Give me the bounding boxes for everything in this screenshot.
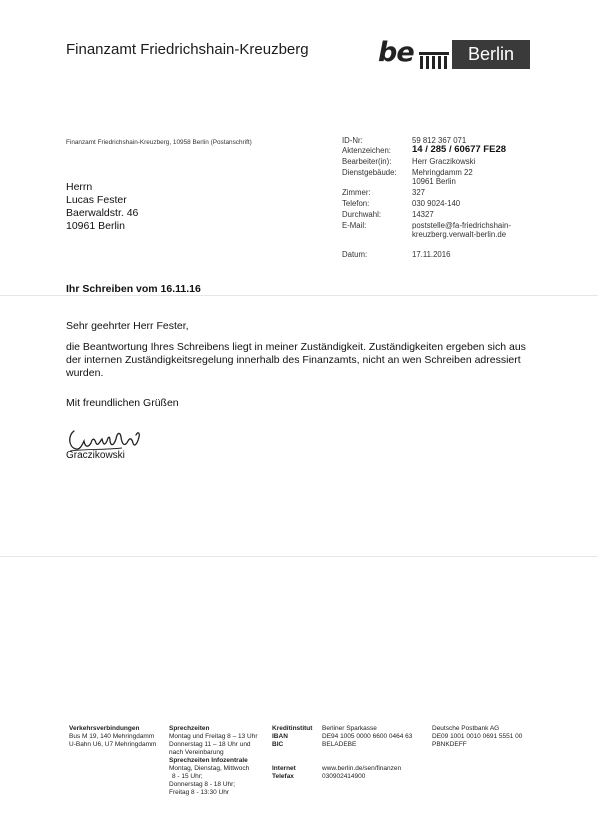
addressee-salutation: Herrn (66, 181, 93, 193)
footer-line: PBNKDEFF (432, 741, 467, 748)
footer-line: 8 - 15 Uhr; (172, 773, 203, 780)
footer-line: www.berlin.de/sen/finanzen (322, 765, 402, 772)
info-value: 327 (412, 188, 426, 197)
footer-label: Kreditinstitut (272, 725, 313, 732)
footer-line: Freitag 8 - 13:30 Uhr (169, 789, 229, 796)
body-paragraph: die Beantwortung Ihres Schreibens liegt in meiner Zuständigkeit. Zuständigkeiten ergeben sich aus der internen Zuständigkeitsregelung innerhalb des Finanzamts, nicht an wen Schreiben adressiert wurden. (66, 341, 526, 379)
footer-line: nach Vereinbarung (169, 749, 224, 756)
info-label: E-Mail: (342, 221, 367, 230)
info-label: Durchwahl: (342, 210, 381, 219)
info-value-line: Mehringdamm 22 (412, 168, 473, 177)
info-label: ID-Nr: (342, 136, 363, 145)
footer-label: Internet (272, 765, 296, 772)
info-label: Datum: (342, 250, 368, 259)
authority-name: Finanzamt Friedrichshain-Kreuzberg (66, 41, 309, 58)
info-value-line: poststelle@fa-friedrichshain- (412, 221, 511, 230)
info-value (412, 221, 542, 239)
info-value: Herr Graczikowski (412, 157, 476, 166)
greeting: Sehr geehrter Herr Fester, (66, 320, 189, 332)
sender-return-address: Finanzamt Friedrichshain-Kreuzberg, 10958 Berlin (Postanschrift) (66, 139, 252, 146)
info-value: 59 812 367 071 (412, 136, 467, 145)
info-label: Bearbeiter(in): (342, 157, 392, 166)
footer-line: DE94 1005 0000 6600 0464 63 (322, 733, 413, 740)
footer-label: Telefax (272, 773, 294, 780)
footer-line: Montag, Dienstag, Mittwoch (169, 765, 250, 772)
footer-line: DE09 1001 0010 0691 5551 00 (432, 733, 523, 740)
info-value: 14327 (412, 210, 434, 219)
info-value: 14 / 285 / 60677 FE28 (412, 144, 507, 155)
info-label: Telefon: (342, 199, 370, 208)
footer-line: Donnerstag 8 - 18 Uhr; (169, 781, 236, 788)
footer-line: 030902414900 (322, 773, 366, 780)
info-label: Zimmer: (342, 188, 371, 197)
footer-line: Bus M 19, 140 Mehringdamm (69, 733, 155, 740)
logo-be-text: be (378, 37, 414, 68)
footer-line: Montag und Freitag 8 – 13 Uhr (169, 733, 258, 740)
footer-bank-1 (322, 725, 412, 781)
info-value-line: kreuzberg.verwalt-berlin.de (412, 230, 507, 239)
info-value: 030 9024-140 (412, 199, 461, 208)
addressee-street: Baerwaldstr. 46 (66, 207, 139, 219)
footer-line: BELADEBE (322, 741, 357, 748)
footer-bank-labels (272, 725, 312, 781)
footer-label: IBAN (272, 733, 288, 740)
addressee-city: 10961 Berlin (66, 220, 125, 232)
info-label: Dienstgebäude: (342, 168, 397, 177)
info-value: 17.11.2016 (412, 250, 451, 259)
footer-heading: Sprechzeiten Infozentrale (169, 757, 248, 764)
footer-transport (69, 725, 156, 749)
footer-heading: Verkehrsverbindungen (69, 725, 140, 732)
footer-line: Donnerstag 11 – 18 Uhr und (169, 741, 251, 748)
fold-line (0, 556, 598, 557)
footer (0, 725, 598, 795)
footer-line: Deutsche Postbank AG (432, 725, 500, 732)
footer-line: U-Bahn U6, U7 Mehringdamm (69, 741, 157, 748)
subject-line: Ihr Schreiben vom 16.11.16 (66, 283, 201, 295)
footer-hours (169, 725, 258, 797)
closing: Mit freundlichen Grüßen (66, 397, 179, 409)
logo-berlin-box: Berlin (452, 40, 530, 69)
footer-label: BIC (272, 741, 284, 748)
footer-heading: Sprechzeiten (169, 725, 210, 732)
footer-bank-2 (432, 725, 522, 749)
footer-line: Berliner Sparkasse (322, 725, 377, 732)
fold-line (0, 295, 598, 296)
addressee-block (66, 181, 138, 233)
info-value (412, 168, 542, 186)
brandenburg-gate-icon (419, 52, 449, 69)
info-label: Aktenzeichen: (342, 146, 391, 155)
info-value-line: 10961 Berlin (412, 177, 456, 186)
addressee-name: Lucas Fester (66, 194, 127, 206)
signer-name: Graczikowski (66, 450, 125, 461)
